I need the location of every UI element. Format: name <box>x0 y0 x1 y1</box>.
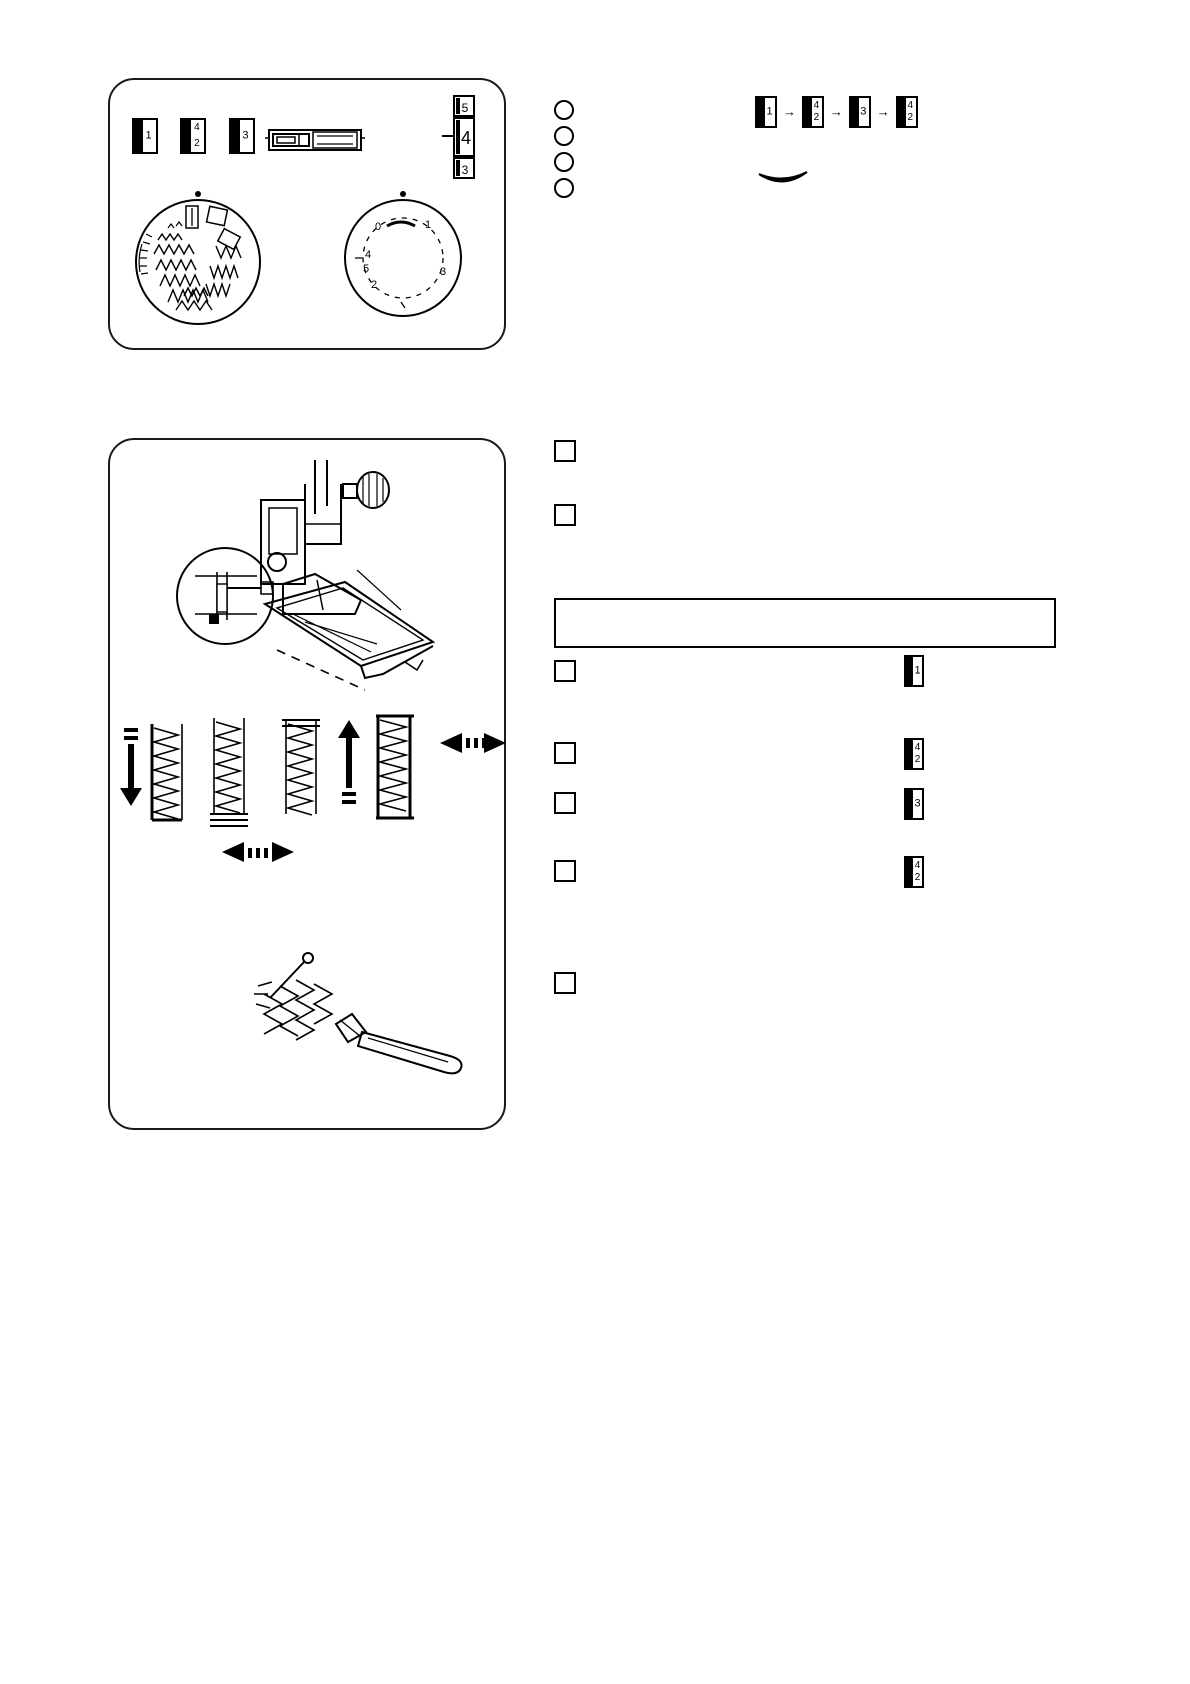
sequence-chip-2 <box>802 96 824 128</box>
chip-4-2-top: 4 <box>194 122 200 133</box>
step-7 <box>554 972 576 994</box>
chip-bar <box>906 657 913 685</box>
sequence-chip-4-top: 4 <box>907 100 913 111</box>
step-3-chip <box>904 655 924 692</box>
machine-settings-panel <box>108 78 506 350</box>
step-5-chip <box>904 788 924 825</box>
step-1 <box>554 440 576 462</box>
chip-bar <box>906 858 913 886</box>
buttonhole-foot-diagram-panel <box>108 438 506 1130</box>
stitch-selector-dial <box>120 180 280 330</box>
stitch-sample-4 <box>376 716 414 818</box>
step-5 <box>554 792 576 814</box>
svg-text:3: 3 <box>461 163 469 177</box>
chip-bar <box>906 740 913 768</box>
chip-sequence <box>755 96 918 128</box>
step-2 <box>554 504 576 526</box>
arrow-left-right-bottom <box>222 842 294 862</box>
step-6-chip <box>904 856 924 893</box>
circle-bullet-1 <box>554 100 574 120</box>
arrow-up <box>338 720 360 804</box>
sequence-chip-1-label: 1 <box>766 105 773 118</box>
svg-text:4: 4 <box>365 249 372 261</box>
chip-bar <box>906 790 913 818</box>
circle-bullet-3 <box>554 152 574 172</box>
chip-3-label: 3 <box>914 797 921 810</box>
chip-4-2-top: 4 <box>914 742 921 753</box>
svg-text:2: 2 <box>371 279 378 291</box>
sequence-chip-3 <box>849 96 871 128</box>
buttonhole-foot-assembly <box>165 454 495 704</box>
chip-4-2-bottom: 2 <box>194 138 200 149</box>
svg-text:0: 0 <box>375 221 382 233</box>
stitch-sample-2 <box>210 718 248 826</box>
step-4-chip <box>904 738 924 775</box>
sequence-chip-1 <box>755 96 777 128</box>
sequence-chip-2-top: 4 <box>813 100 820 111</box>
needle-position-ruler <box>440 94 484 180</box>
chip-4-2 <box>180 118 206 154</box>
stitch-length-dial <box>335 180 475 320</box>
chip-4-2-top: 4 <box>914 860 921 871</box>
svg-text:4: 4 <box>460 128 472 148</box>
chip-4-2 <box>904 738 924 770</box>
circle-bullet-list <box>554 100 574 198</box>
step-3 <box>554 660 576 682</box>
chip-3 <box>229 118 255 154</box>
chip-1-label: 1 <box>914 664 921 677</box>
sequence-arrow-3: → <box>876 104 890 120</box>
settings-chip-row <box>132 118 255 154</box>
seam-ripper-illustration <box>240 950 490 1080</box>
sequence-chip-4-bottom: 2 <box>907 112 913 123</box>
stitch-sample-3 <box>282 720 320 815</box>
circle-bullet-2 <box>554 126 574 146</box>
presser-foot-illustration <box>265 120 365 160</box>
svg-text:1: 1 <box>425 219 432 231</box>
sequence-arrow-1: → <box>782 104 796 120</box>
chip-1 <box>904 655 924 687</box>
svg-text:5: 5 <box>461 101 469 115</box>
sequence-arrow-2: → <box>829 104 843 120</box>
sequence-chip-3-label: 3 <box>860 105 867 118</box>
arrow-down <box>120 728 142 806</box>
chip-1 <box>132 118 158 154</box>
chip-4-2-bottom: 2 <box>914 872 921 883</box>
chip-1-label: 1 <box>145 129 152 142</box>
svg-text:5: 5 <box>363 263 370 275</box>
sequence-chip-4 <box>896 96 918 128</box>
chip-4-2-bottom: 2 <box>914 754 921 765</box>
chip-3 <box>904 788 924 820</box>
svg-text:3: 3 <box>440 266 447 278</box>
step-4 <box>554 742 576 764</box>
stitch-sample-1 <box>152 724 182 820</box>
arrow-left-right-top <box>438 728 508 758</box>
note-box <box>554 598 1056 648</box>
circle-bullet-4 <box>554 178 574 198</box>
sequence-chip-2-bottom: 2 <box>813 112 820 123</box>
step-6 <box>554 860 576 882</box>
chip-3-label: 3 <box>242 129 249 142</box>
chip-4-2 <box>904 856 924 888</box>
curved-stitch-mark <box>756 168 810 192</box>
